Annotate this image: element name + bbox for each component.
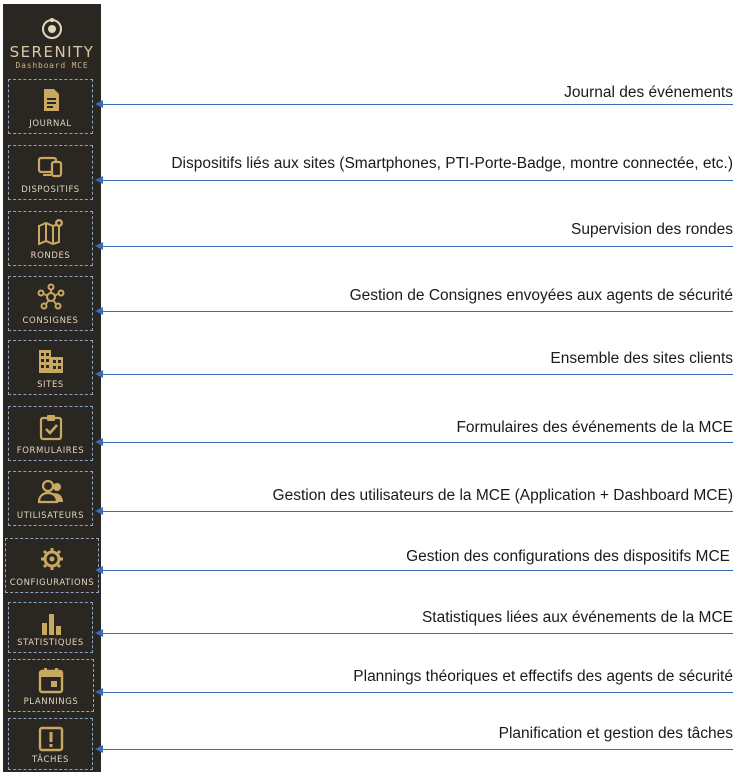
network-icon [37, 283, 65, 311]
nav-label: STATISTIQUES [17, 638, 84, 648]
users-icon [37, 478, 65, 506]
description-plannings: Plannings théoriques et effectifs des agents de sécurité [353, 668, 733, 685]
arrow-icon [95, 242, 103, 250]
nav-label: JOURNAL [29, 119, 72, 129]
description-statistiques: Statistiques liées aux événements de la MCE [421, 609, 733, 626]
document-icon [37, 86, 65, 114]
nav-item-sites[interactable] [8, 340, 93, 395]
nav-label: RONDES [30, 251, 71, 261]
arrow-icon [95, 507, 103, 515]
devices-icon [37, 152, 65, 180]
nav-label: FORMULAIRES [16, 446, 85, 456]
description-configurations: Gestion des configurations des dispositifs MCE [406, 548, 730, 565]
gear-icon [38, 545, 66, 573]
nav-label: CONFIGURATIONS [9, 578, 95, 588]
arrow-icon [95, 307, 103, 315]
alert-icon [37, 725, 65, 753]
nav-label: PLANNINGS [23, 697, 79, 707]
description-formulaires: Formulaires des événements de la MCE [456, 419, 733, 436]
nav-item-utilisateurs[interactable] [8, 471, 93, 526]
arrow-icon [95, 438, 103, 446]
logo-icon [41, 18, 63, 40]
connector-line [101, 180, 733, 181]
arrow-icon [95, 688, 103, 696]
nav-label: SITES [37, 380, 64, 390]
brand-logo [3, 4, 101, 72]
description-journal: Journal des événements [564, 84, 733, 101]
nav-item-statistiques[interactable] [8, 602, 93, 653]
description-sites: Ensemble des sites clients [550, 350, 733, 367]
nav-item-taches[interactable] [8, 718, 93, 770]
connector-line [101, 749, 733, 750]
connector-line [101, 104, 733, 105]
description-taches: Planification et gestion des tâches [498, 725, 733, 742]
arrow-icon [95, 566, 103, 574]
clipboard-check-icon [37, 413, 65, 441]
nav-item-formulaires[interactable] [8, 406, 93, 461]
arrow-icon [95, 100, 103, 108]
arrow-icon [95, 370, 103, 378]
connector-line [101, 570, 733, 571]
map-pin-icon [37, 218, 65, 246]
bar-chart-icon [37, 609, 65, 637]
description-consignes: Gestion de Consignes envoyées aux agents de sécurité [349, 287, 733, 304]
connector-line [101, 374, 733, 375]
description-utilisateurs: Gestion des utilisateurs de la MCE (Application + Dashboard MCE) [272, 487, 733, 504]
nav-label: UTILISATEURS [16, 511, 85, 521]
nav-item-consignes[interactable] [8, 276, 93, 331]
nav-label: CONSIGNES [22, 316, 79, 326]
connector-line [101, 692, 733, 693]
connector-line [101, 442, 733, 443]
nav-item-dispositifs[interactable] [8, 145, 93, 200]
nav-item-configurations[interactable] [5, 538, 99, 593]
connector-line [101, 246, 733, 247]
arrow-icon [95, 745, 103, 753]
connector-line [101, 311, 733, 312]
description-rondes: Supervision des rondes [571, 221, 733, 238]
connector-line [101, 511, 733, 512]
nav-label: TÂCHES [32, 755, 69, 765]
nav-item-rondes[interactable] [8, 211, 93, 266]
nav-item-journal[interactable] [8, 79, 93, 134]
description-dispositifs: Dispositifs liés aux sites (Smartphones, PTI-Porte-Badge, montre connectée, etc.) [171, 155, 733, 172]
brand-subtitle: Dashboard MCE [15, 61, 89, 70]
connector-line [101, 633, 733, 634]
arrow-icon [95, 629, 103, 637]
nav-label: DISPOSITIFS [21, 185, 80, 195]
brand-name: SERENITY [9, 43, 95, 61]
nav-item-plannings[interactable] [8, 659, 94, 712]
calendar-icon [37, 666, 65, 694]
buildings-icon [37, 347, 65, 375]
arrow-icon [95, 176, 103, 184]
